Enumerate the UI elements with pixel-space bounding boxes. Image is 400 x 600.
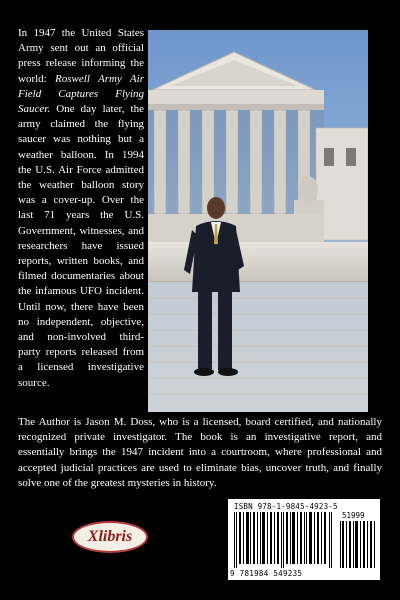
blurb-body: One day later, the army claimed the flying saucer was nothing but a weather balloon. In 1994 the U.S. Air Force admitted the weather balloon story was a cover-up. Over the last 71 years the U.S. Government, witnesses, and researchers have issued reports, written books, and filmed documentaries about the infamous UFO incident. Until now, there have been no independent, objective, and non-involved third-party reports released from a licensed investigative source. bbox=[18, 103, 145, 389]
press-release-headline: Roswell Army Air Field Captures Flying Saucer. bbox=[18, 72, 144, 116]
isbn-barcode bbox=[228, 499, 380, 580]
barcode-addon-bars bbox=[340, 521, 376, 568]
author-paragraph: The Author is Jason M. Doss, who is a licensed, board certified, and nationally recognized private investigator. The book is an investigative report, and essentially brings the 1947 incident into a courtroom, where professional and accepted judicial practices are used to eliminate bias, uncover truth, and finally solve one of the greatest mysteries in history. bbox=[18, 416, 382, 489]
blurb-paragraph bbox=[18, 26, 144, 391]
xlibris-logo bbox=[72, 521, 148, 553]
author-photo bbox=[148, 30, 368, 412]
barcode-digits: 9 781984 549235 bbox=[230, 569, 303, 578]
barcode-addon-digits: 51999 bbox=[342, 511, 365, 520]
blurb-intro: In 1947 the United States Army sent out an official press release informing the world: bbox=[18, 27, 144, 85]
logo-text: Xlibris bbox=[87, 528, 133, 545]
barcode-bars bbox=[234, 512, 334, 568]
blurb-column bbox=[18, 26, 144, 391]
isbn-label: ISBN 978-1-9845-4923-5 bbox=[234, 502, 338, 511]
